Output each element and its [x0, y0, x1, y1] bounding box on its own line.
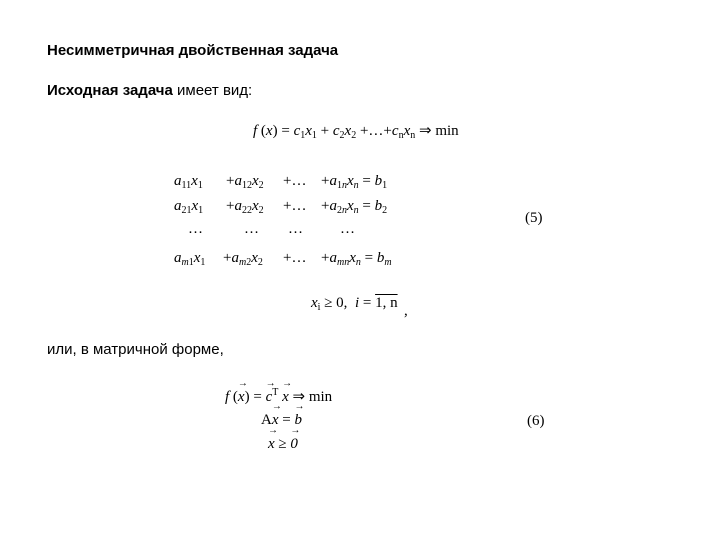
intro-rest: имеет вид:	[172, 82, 253, 99]
system-cell: $a_{11}x_1$	[174, 173, 203, 191]
system-cell: $+a_{m2}x_2$	[223, 250, 263, 268]
page-title: Несимметричная двойственная задача	[47, 42, 339, 59]
matrix-constraint: A→ x = → b	[261, 412, 302, 429]
system-cell: $+a_{1n}x_n = b_1$	[321, 173, 388, 191]
system-cell: …	[340, 221, 355, 237]
equation-number-5: (5)	[525, 210, 543, 226]
matrix-objective: f (→ x) = → $c^T \to x$ ⇒ min	[225, 387, 332, 406]
system-cell: $a_{m1}x_1$	[174, 250, 206, 268]
equation-number-6: (6)	[527, 413, 545, 429]
system-cell: …	[244, 221, 259, 237]
system-cell: …	[288, 221, 303, 237]
system-cell: $+a_{2n}x_n = b_2$	[321, 198, 388, 216]
objective-function: f $(x) = c_1x_1 + c_2x_2$ $+\dots+c_nx_n$ ⇒ min	[253, 123, 459, 141]
system-cell: $+a_{22}x_2$	[226, 198, 264, 216]
system-cell: $+a_{12}x_2$	[226, 173, 264, 191]
intro-line	[47, 82, 252, 99]
intro-bold: Исходная задача	[47, 82, 173, 99]
system-cell: $+a_{mn}x_n = b_m$	[321, 250, 392, 268]
matrix-nonnegativity: → x ≥ → 0	[268, 436, 298, 453]
matrix-form-intro: или, в матричной форме,	[47, 341, 224, 358]
trailing-comma: ,	[404, 303, 408, 319]
system-cell: $a_{21}x_1$	[174, 198, 204, 216]
system-cell: +…	[283, 250, 307, 266]
nonnegativity-constraint: $x_i \ge 0$, i = 1, n	[311, 295, 398, 313]
system-cell: …	[188, 221, 203, 237]
system-cell: +…	[283, 173, 307, 189]
system-cell: +…	[283, 198, 307, 214]
